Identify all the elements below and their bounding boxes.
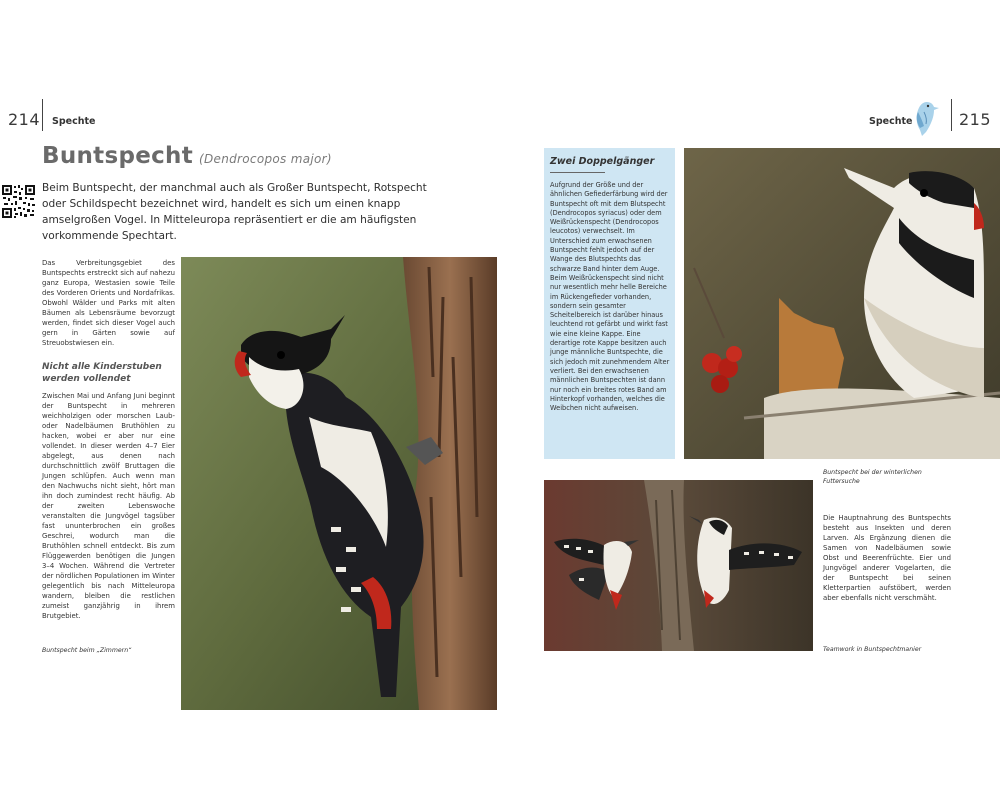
caption-winter-feeding: Buntspecht bei der winterlichen Futtersuche — [823, 469, 922, 485]
photo-woodpecker-winter-feeding — [684, 148, 1000, 459]
book-spread — [0, 85, 1000, 715]
scientific-name: (Dendrocopos major) — [199, 152, 332, 166]
photo-two-woodpeckers-flying — [544, 480, 813, 651]
header-rule-right — [951, 99, 952, 131]
info-box — [544, 148, 675, 459]
page-number-left: 214 — [8, 110, 41, 129]
kingfisher-icon — [910, 98, 940, 138]
qr-code-icon[interactable] — [1, 184, 36, 219]
info-box-title: Zwei Doppelgänger — [550, 156, 655, 167]
intro-paragraph: Beim Buntspecht, der manchmal auch als Großer Buntspecht, Rotspecht oder Schildspecht bezeichnet wird, handelt es sich um einen knapp amselgroßen Vogel. In Mitteleuropa repräsentiert er die am häufigsten vorkommende Spechtart. — [42, 182, 427, 242]
info-box-text: Aufgrund der Größe und der ähnlichen Gefiederfärbung wird der Buntspecht oft mit dem Blutspecht (Dendrocopos syriacus) oder dem Weißrückenspecht (Dendrocopos leucotos) verwechselt. Im Unterschied zum erwachsenen Buntspecht fehlt jedoch auf der Wange des Blutspechts das schwarze Band hinter dem Auge. Beim Weißrückenspecht sind nicht nur wesentlich mehr helle Bereiche im Rückengefieder vorhanden, sondern sein gesamter Scheitelbereich ist darüber hinaus leuchtend rot gefärbt und wirkt fast wie eine kleine Kappe. Eine derartige rote Kappe besitzen auch junge männliche Buntspechte, die sich jedoch mit zunehmendem Alter verliert. Bei den erwachsenen männlichen Buntspechten ist dann nur noch ein breites rotes Band am Hinterkopf vorhanden, welches die Weibchen nicht aufweisen. — [550, 181, 670, 413]
title-text: Buntspecht — [42, 143, 194, 169]
running-head-right: Spechte — [869, 116, 913, 127]
subheading-nesting: Nicht alle Kinderstuben werden vollendet — [42, 362, 162, 384]
caption-main-photo: Buntspecht beim „Zimmern“ — [42, 647, 132, 654]
photo-woodpecker-on-trunk — [181, 257, 497, 710]
body-paragraph-nesting: Zwischen Mai und Anfang Juni beginnt der Buntspecht in mehreren weichholzigen oder morschen Laub- oder Nadelbäumen Bruthöhlen zu hacken, wobei er aber nur eine vollendet. In dieser werden 4–7 Eier abgelegt, aus denen nach durchschnittlich zwölf Bruttagen die Jungen schlüpfen. Auch wenn man den Nachwuchs nicht sieht, hört man ihn doch zumindest recht häufig. Ab der zweiten Lebenswoche veranstalten die Jungvögel tagsüber fast ununterbrochen ein großes Geschrei, wodurch man die Bruthöhlen schnell entdeckt. Bis zum Flüggewerden benötigen die Jungen 3–4 Wochen. Während die Vertreter der nördlichen Populationen im Winter gelegentlich bis nach Mitteleuropa wandern, bleiben die restlichen zumeist ganzjährig in ihrem Brutgebiet. — [42, 392, 175, 620]
caption-teamwork: Teamwork in Buntspechtmanier — [823, 646, 922, 653]
running-head-left: Spechte — [52, 116, 96, 127]
info-box-title-rule — [550, 172, 605, 173]
article-title — [42, 143, 332, 169]
body-paragraph-distribution: Das Verbreitungsgebiet des Buntspechts erstreckt sich auf nahezu ganz Europa, Westasien sowie Teile des Vorderen Orients und Nordafrikas. Obwohl Wälder und Parks mit alten Bäumen als Lebensräume bevorzugt werden, findet sich dieser Vogel auch gern in Gärten sowie auf Streuobstwiesen ein. — [42, 259, 175, 347]
page-number-right: 215 — [959, 110, 992, 129]
header-rule-left — [42, 99, 43, 131]
body-paragraph-food: Die Hauptnahrung des Buntspechts besteht aus Insekten und deren Larven. Als Ergänzung dienen die Samen von Nadelbäumen sowie Obst und Beerenfrüchte. Eier und Jungvögel anderer Vogelarten, die der Buntspecht bei seinen Kletterpartien aufstöbert, werden aber ebenfalls nicht verschmäht. — [823, 514, 951, 602]
